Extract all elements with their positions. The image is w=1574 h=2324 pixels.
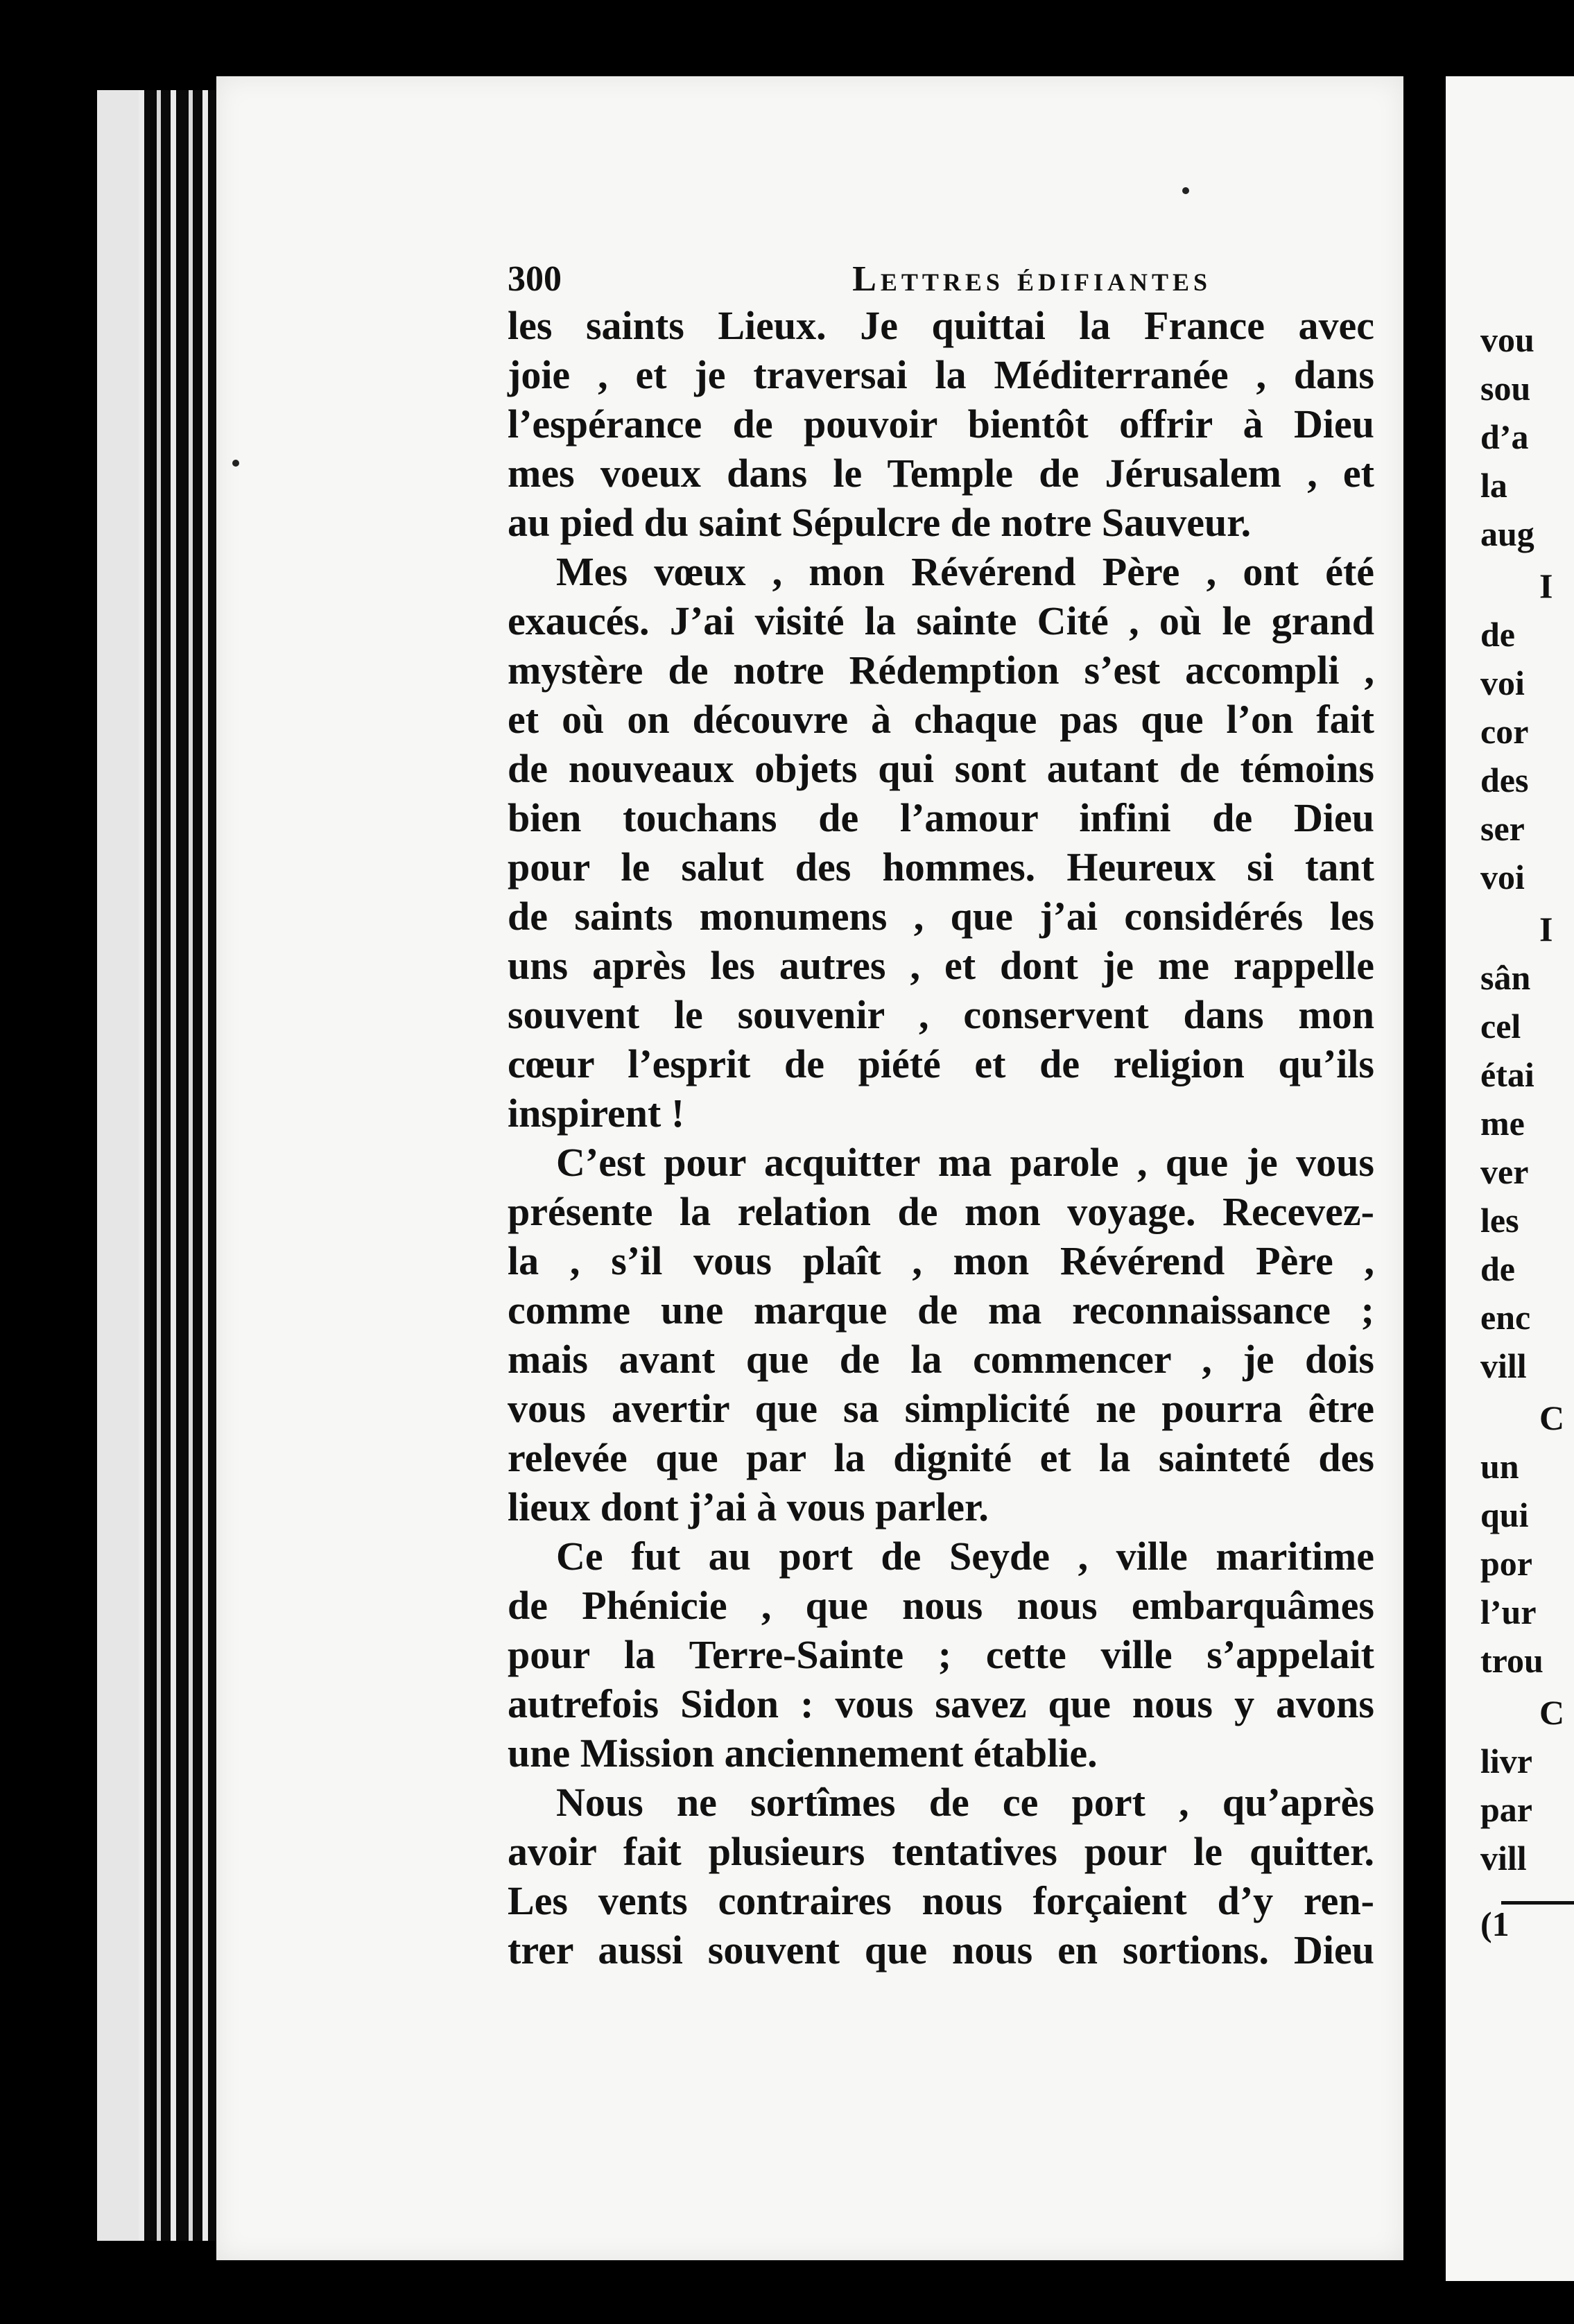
opposite-page-fragment <box>1446 76 1574 2281</box>
opposite-page-text-fragment: aug <box>1480 514 1534 553</box>
text-line: et où on découvre à chaque pas que l’on fait <box>508 697 1374 742</box>
text-line: vous avertir que sa simplicité ne pourra être <box>508 1386 1374 1431</box>
text-line: exaucés. J’ai visité la sainte Cité , où le grand <box>508 598 1374 643</box>
text-line: comme une marque de ma reconnaissance ; <box>508 1287 1374 1333</box>
body-text <box>508 301 1374 1975</box>
opposite-page-text-fragment: de <box>1480 615 1515 654</box>
opposite-page-text-fragment: par <box>1480 1790 1532 1829</box>
footnote-rule <box>1501 1901 1574 1905</box>
page-text <box>508 258 1374 1975</box>
running-title: Lettres édifiantes <box>852 259 1211 299</box>
opposite-page-text-fragment: C <box>1539 1398 1565 1437</box>
text-line: Les vents contraires nous forçaient d’y ren- <box>508 1878 1374 1923</box>
opposite-page-text-fragment: sân <box>1480 958 1531 997</box>
opposite-page-text-fragment: I <box>1539 566 1553 605</box>
text-line: mystère de notre Rédemption s’est accompli , <box>508 648 1374 693</box>
opposite-page-text-fragment: voi <box>1480 858 1525 896</box>
opposite-page-text-fragment: trou <box>1480 1641 1543 1680</box>
text-line: uns après les autres , et dont je me rappelle <box>508 943 1374 988</box>
book-page-edges <box>97 90 222 2241</box>
text-line: cœur l’esprit de piété et de religion qu’ils <box>508 1041 1374 1086</box>
page-header <box>508 258 1211 301</box>
opposite-page-text-fragment: de <box>1480 1249 1515 1288</box>
text-line: pour la Terre-Sainte ; cette ville s’appelait <box>508 1632 1374 1677</box>
text-line: au pied du saint Sépulcre de notre Sauveur. <box>508 500 1252 545</box>
opposite-page-text-fragment: enc <box>1480 1298 1531 1337</box>
text-line: mes voeux dans le Temple de Jérusalem , et <box>508 451 1374 496</box>
opposite-page-text-fragment: vill <box>1480 1839 1527 1878</box>
text-line: les saints Lieux. Je quittai la France avec <box>508 303 1374 348</box>
opposite-page-text-fragment: sou <box>1480 369 1531 408</box>
opposite-page-text-fragment: voi <box>1480 664 1525 702</box>
text-line: Ce fut au port de Seyde , ville maritime <box>556 1534 1374 1579</box>
text-line: bien touchans de l’amour infini de Dieu <box>508 795 1374 840</box>
opposite-page-text-fragment: vou <box>1480 320 1534 359</box>
text-line: C’est pour acquitter ma parole , que je vous <box>556 1140 1374 1185</box>
text-line: de saints monumens , que j’ai considérés les <box>508 894 1374 939</box>
opposite-page-text-fragment: l’ur <box>1480 1593 1537 1631</box>
opposite-page-text-fragment: la <box>1480 466 1507 505</box>
opposite-page-text-fragment: vill <box>1480 1346 1527 1385</box>
text-line: Mes vœux , mon Révérend Père , ont été <box>556 549 1374 594</box>
text-line: avoir fait plusieurs tentatives pour le quitter. <box>508 1829 1374 1874</box>
opposite-page-text-fragment: cel <box>1480 1007 1521 1046</box>
opposite-page-text-fragment: C <box>1539 1693 1565 1732</box>
text-line: autrefois Sidon : vous savez que nous y avons <box>508 1681 1374 1726</box>
text-line: souvent le souvenir , conservent dans mon <box>508 992 1374 1037</box>
opposite-page-text-fragment: livr <box>1480 1742 1532 1780</box>
text-line: relevée que par la dignité et la sainteté des <box>508 1435 1374 1480</box>
text-line: lieux dont j’ai à vous parler. <box>508 1484 989 1529</box>
opposite-page-text-fragment: des <box>1480 761 1529 799</box>
opposite-page-text-fragment: un <box>1480 1447 1519 1486</box>
text-line: inspirent ! <box>508 1091 685 1136</box>
text-line: de nouveaux objets qui sont autant de témoins <box>508 746 1374 791</box>
opposite-page-text-fragment: cor <box>1480 712 1529 751</box>
text-line: de Phénicie , que nous nous embarquâmes <box>508 1583 1374 1628</box>
text-line: trer aussi souvent que nous en sortions. Dieu <box>508 1927 1374 1972</box>
opposite-page-text-fragment: por <box>1480 1544 1532 1583</box>
opposite-page-text-fragment: ser <box>1480 809 1525 848</box>
text-line: présente la relation de mon voyage. Recevez- <box>508 1189 1374 1234</box>
speck <box>1182 187 1189 194</box>
page-number: 300 <box>508 259 562 299</box>
text-line: mais avant que de la commencer , je dois <box>508 1337 1374 1382</box>
text-line: la , s’il vous plaît , mon Révérend Père , <box>508 1238 1374 1283</box>
text-line: joie , et je traversai la Méditerranée , dans <box>508 352 1374 397</box>
opposite-page-text-fragment: les <box>1480 1201 1519 1240</box>
text-line: une Mission anciennement établie. <box>508 1731 1098 1776</box>
opposite-page-text-fragment: (1 <box>1480 1905 1510 1943</box>
opposite-page-text-fragment: me <box>1480 1104 1525 1143</box>
opposite-page-text-fragment: I <box>1539 910 1553 948</box>
text-line: l’espérance de pouvoir bientôt offrir à Dieu <box>508 401 1374 446</box>
text-line: pour le salut des hommes. Heureux si tant <box>508 844 1374 890</box>
opposite-page-text-fragment: d’a <box>1480 417 1529 456</box>
opposite-page-text-fragment: qui <box>1480 1495 1529 1534</box>
opposite-page-text-fragment: ver <box>1480 1152 1529 1191</box>
speck <box>232 460 239 467</box>
text-line: Nous ne sortîmes de ce port , qu’après <box>556 1780 1374 1825</box>
opposite-page-text-fragment: étai <box>1480 1055 1534 1094</box>
